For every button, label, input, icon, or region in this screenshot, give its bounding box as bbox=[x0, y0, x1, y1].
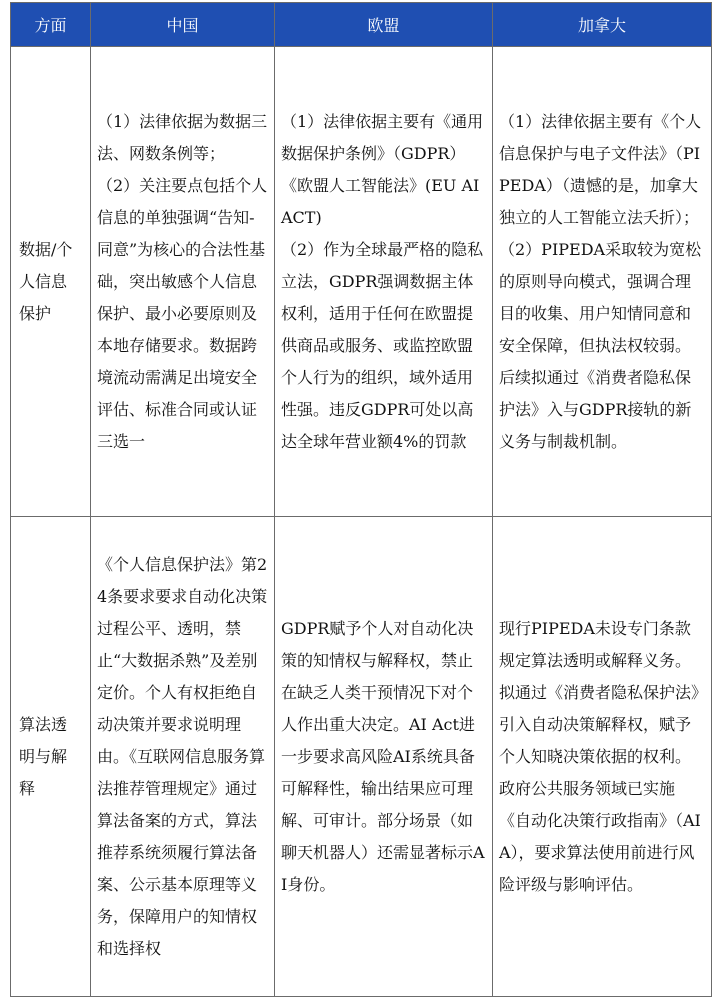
china-data-protection bbox=[91, 47, 275, 517]
header-china: 中国 bbox=[91, 3, 275, 47]
header-row bbox=[11, 3, 712, 47]
eu-data-protection bbox=[275, 47, 493, 517]
header-eu: 欧盟 bbox=[275, 3, 493, 47]
comparison-table bbox=[10, 2, 712, 997]
cell-paragraph: （1）法律依据主要有《个人信息保护与电子文件法》（PIPEDA）（遗憾的是，加拿大独立的人工智能立法夭折）； bbox=[499, 111, 702, 227]
cell-paragraph: （2）关注要点包括个人信息的单独强调“告知-同意”为核心的合法性基础，突出敏感个人信息保护、最小必要原则及本地存储要求。数据跨境流动需满足出境安全评估、标准合同或认证三选一 bbox=[97, 175, 268, 451]
aspect-data-protection: 数据/个人信息保护 bbox=[11, 47, 91, 517]
eu-algorithm-transparency bbox=[275, 517, 493, 997]
cell-paragraph: GDPR赋予个人对自动化决策的知情权与解释权，禁止在缺乏人类干预情况下对个人作出重大决定。AI Act进一步要求高风险AI系统具备可解释性，输出结果应可理解、可审计。部分场景（如聊天机器人）还需显著标示AI身份。 bbox=[281, 618, 485, 894]
table-row bbox=[11, 47, 712, 517]
aspect-algorithm-transparency: 算法透明与解释 bbox=[11, 517, 91, 997]
cell-paragraph: （1）法律依据为数据三法、网数条例等； bbox=[97, 111, 268, 163]
canada-data-protection bbox=[493, 47, 712, 517]
canada-algorithm-transparency bbox=[493, 517, 712, 997]
cell-paragraph: （1）法律依据主要有《通用数据保护条例》（GDPR）《欧盟人工智能法》(EU AI ACT) bbox=[281, 111, 484, 227]
cell-paragraph: （2）作为全球最严格的隐私立法，GDPR强调数据主体权利，适用于任何在欧盟提供商品或服务、或监控欧盟个人行为的组织，域外适用性强。违反GDPR可处以高达全球年营业额4%的罚款 bbox=[281, 239, 484, 451]
header-aspect: 方面 bbox=[11, 3, 91, 47]
cell-paragraph: 现行PIPEDA未设专门条款规定算法透明或解释义务。拟通过《消费者隐私保护法》引入自动决策解释权，赋予个人知晓决策依据的权利。政府公共服务领域已实施《自动化决策行政指南》（AIA），要求算法使用前进行风险评级与影响评估。 bbox=[499, 618, 701, 894]
cell-paragraph: 《个人信息保护法》第24条要求要求自动化决策过程公平、透明，禁止“大数据杀熟”及差别定价。个人有权拒绝自动决策并要求说明理由。《互联网信息服务算法推荐管理规定》通过算法备案的方式，算法推荐系统须履行算法备案、公示基本原理等义务，保障用户的知情权和选择权 bbox=[97, 554, 268, 958]
china-algorithm-transparency bbox=[91, 517, 275, 997]
header-canada: 加拿大 bbox=[493, 3, 712, 47]
table-row bbox=[11, 517, 712, 997]
cell-paragraph: （2）PIPEDA采取较为宽松的原则导向模式，强调合理目的收集、用户知情同意和安全保障，但执法权较弱。后续拟通过《消费者隐私保护法》入与GDPR接轨的新义务与制裁机制。 bbox=[499, 239, 702, 451]
